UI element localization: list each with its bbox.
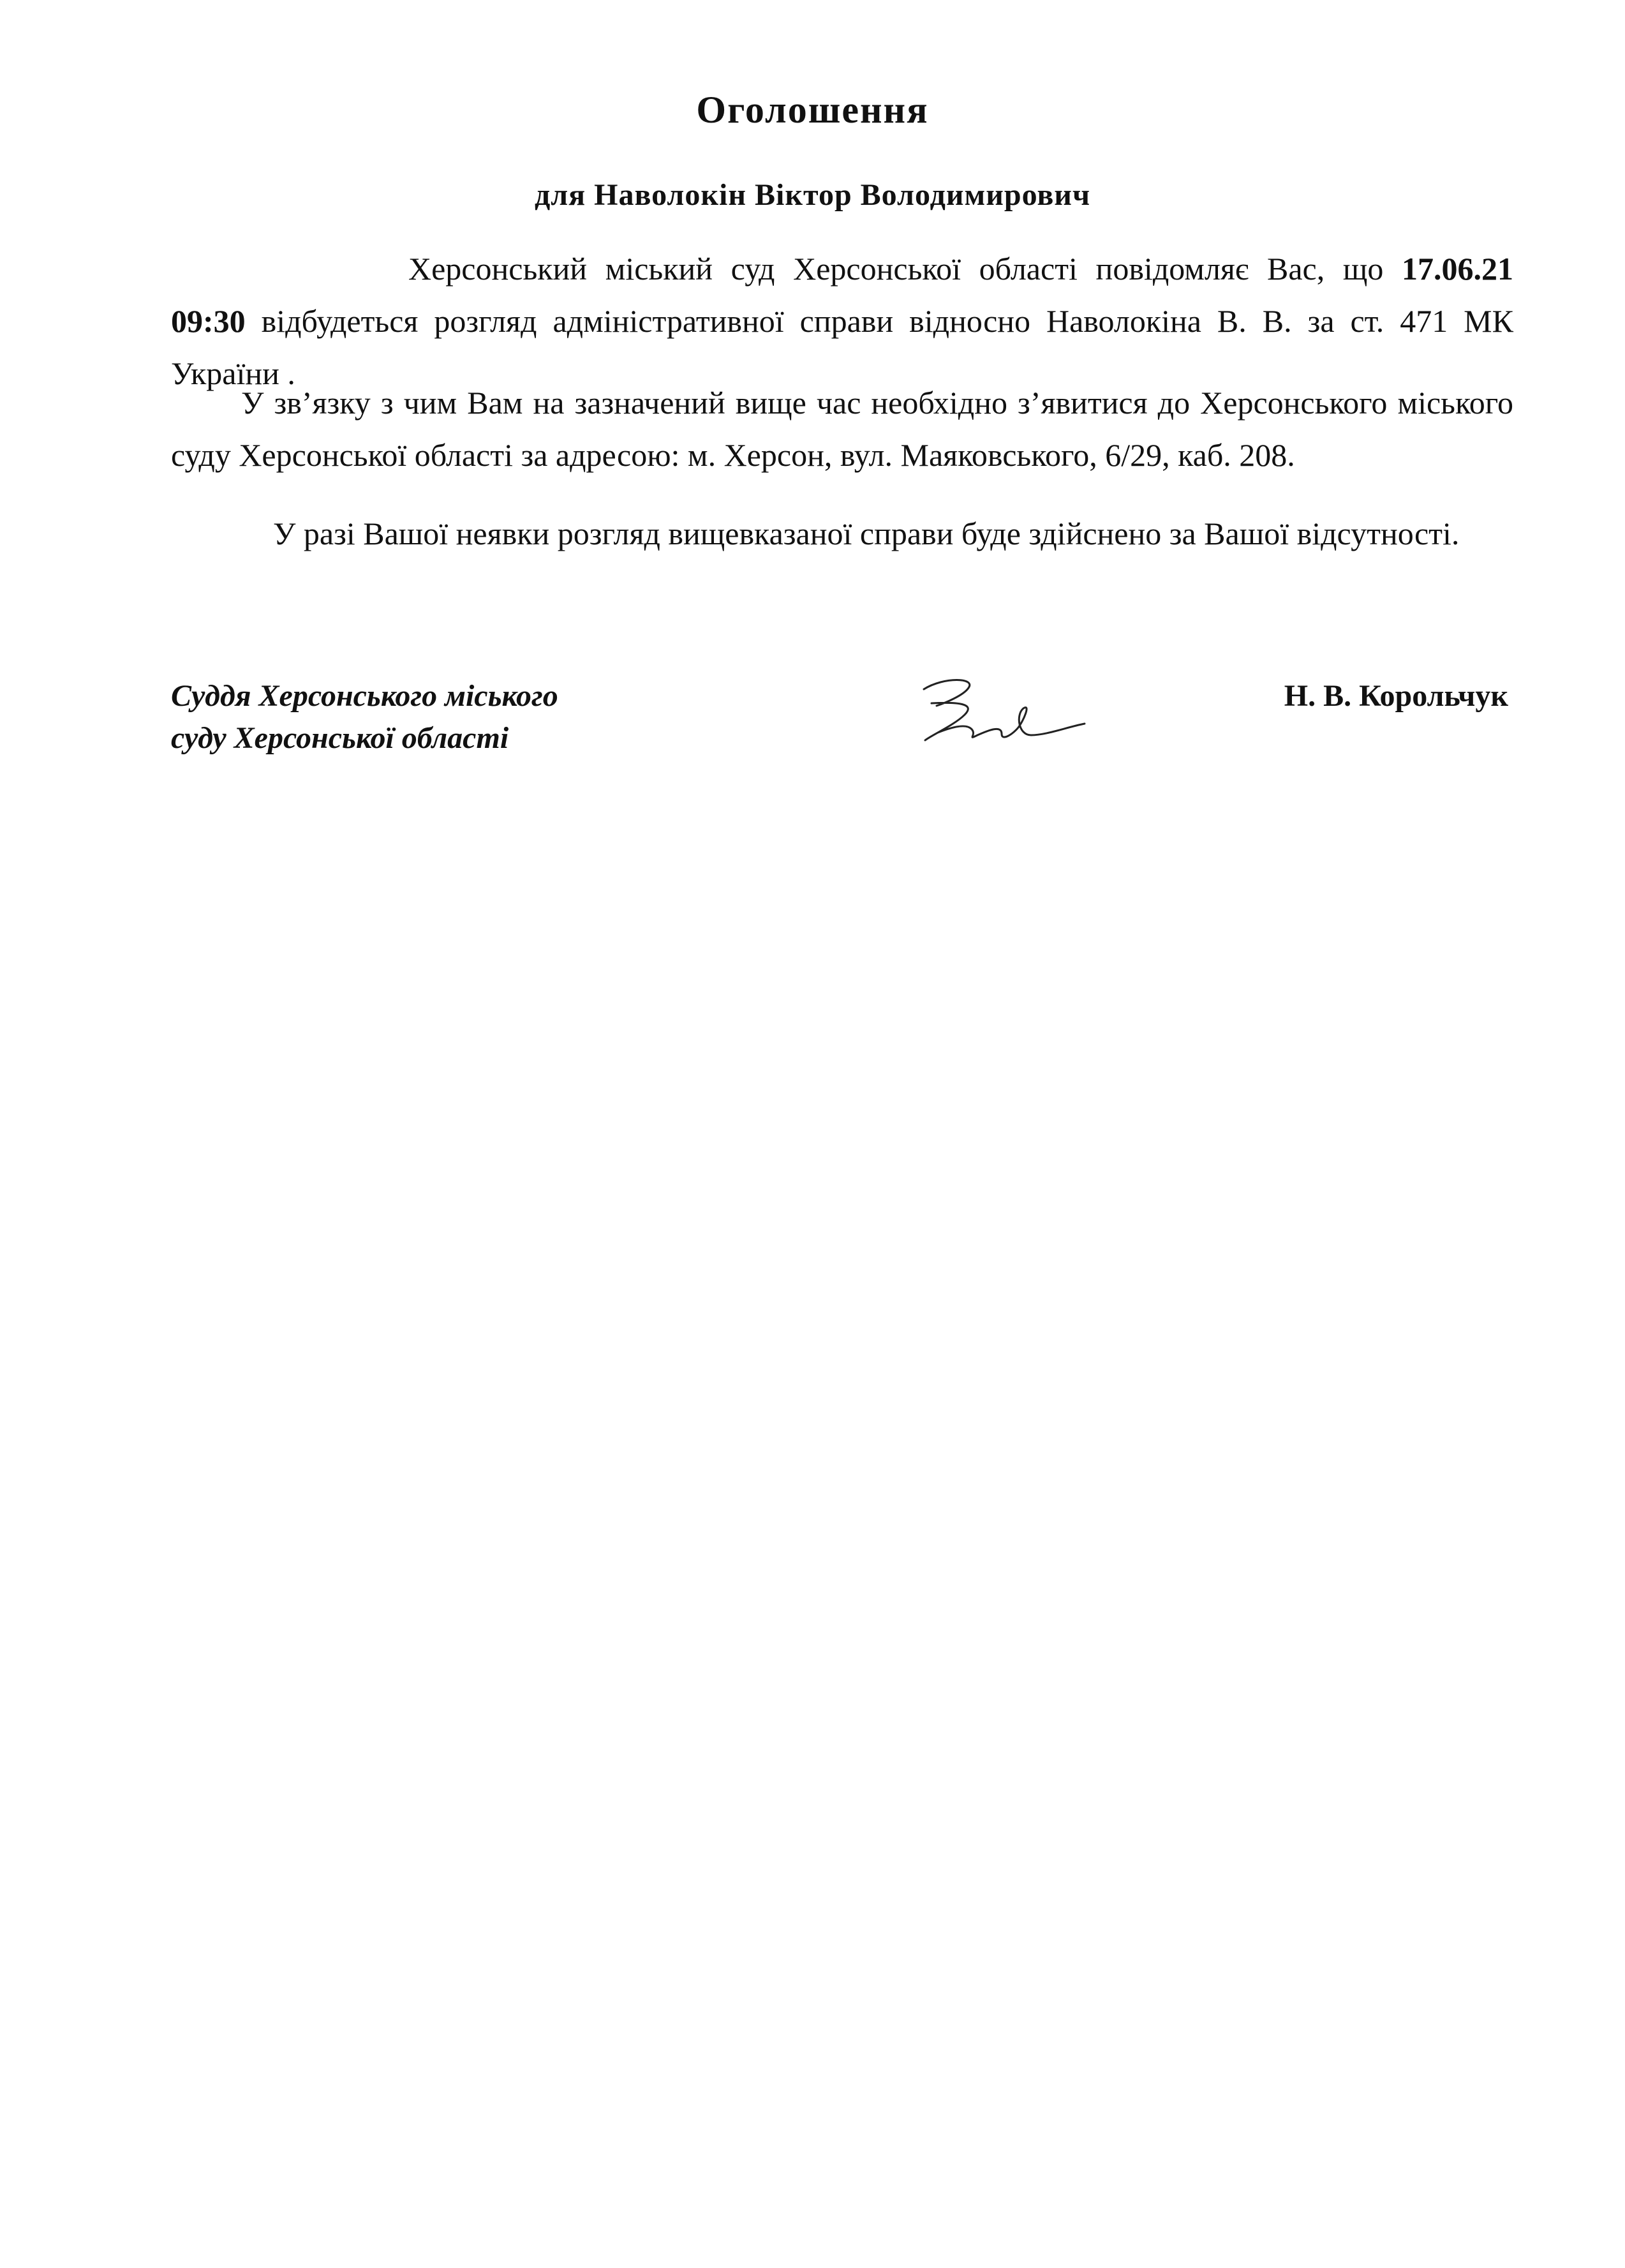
recipient-line: для Наволокін Віктор Володимирович bbox=[534, 178, 1091, 212]
hearing-datetime: 17.06.21 09:30 bbox=[171, 251, 1513, 339]
p1-text-start: Херсонський міський суд Херсонської області повідомляє Вас, що bbox=[408, 251, 1402, 287]
notice-paragraph-3 bbox=[171, 507, 1513, 560]
notice-paragraph-2 bbox=[171, 377, 1513, 481]
judge-position-line-1: Суддя Херсонського міського bbox=[171, 679, 558, 713]
document-title: Оголошення bbox=[696, 89, 929, 131]
judge-name: Н. В. Корольчук bbox=[1284, 679, 1508, 713]
p3-text: У разі Вашої неявки розгляд вищевказаної справи буде здійснено за Вашої відсутності. bbox=[273, 516, 1460, 551]
handwritten-signature bbox=[906, 664, 1097, 759]
p1-text-end: відбудеться розгляд адміністративної справи відносно Наволокіна В. В. за ст. 471 МК України . bbox=[171, 303, 1513, 391]
p2-text: У зв’язку з чим Вам на зазначений вище час необхідно з’явитися до Херсонського міського суду Херсонської області за адресою: м. Херсон, вул. Маяковського, 6/29, каб. 208. bbox=[171, 385, 1513, 473]
judge-position bbox=[171, 675, 558, 759]
judge-position-line-2: суду Херсонської області bbox=[171, 721, 509, 755]
